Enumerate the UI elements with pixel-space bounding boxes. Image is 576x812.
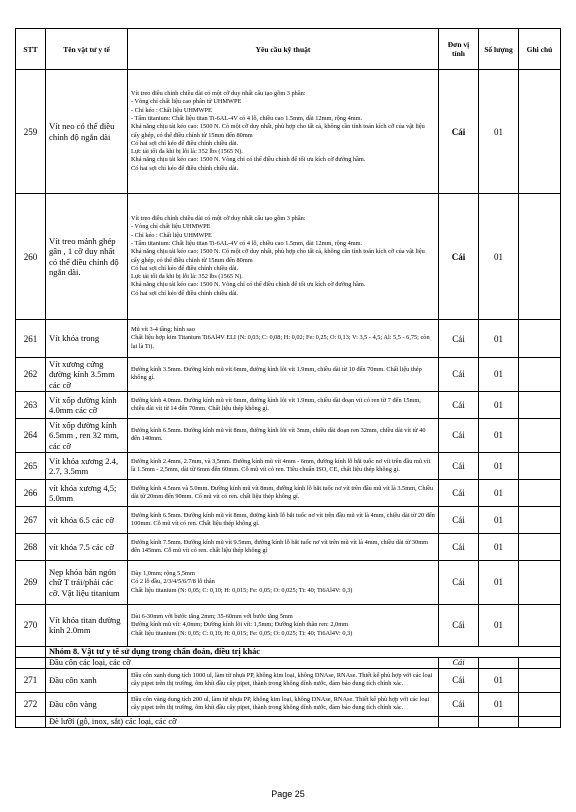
row-name: Vít neo có thể điều chỉnh độ ngắn dài [46,70,128,194]
col-note: Ghi chú [519,29,561,70]
row-note [519,479,561,506]
row-quantity: 01 [479,692,519,716]
row-requirements: Vít treo điều chỉnh chiều dài có một cỡ duy nhất cấu tạo gồm 3 phần: - Vòng chỉ chất liệu cao phân tử UHMWPE - Chỉ kéo : Chất liệu UHMWPE - Tấm titanium: Chất liệu titan Ti-6AL-4V có 4 lỗ, chiều cao 1.5mm, dài 12mm, rộng 4mm. Khả năng chịu tải kéo cao: 1500 N. Có một cỡ duy nhất, phù hợp cho tất cả, không cần tính toán kích cỡ của vật liệu cấy ghép, có thể điều chỉnh từ 15mm đến 80mm Có hai sợi chỉ kéo để điều chỉnh chiều dài. Lực tải tối đa khi bị lỗi là: 352 lbs (1565 N). Khả năng chịu tải kéo cao: 1500 N. Vòng chỉ có thể điều chỉnh để tối ưu kích cỡ đường hầm. Có hai sợi chỉ kéo để điều chỉnh chiều dài. [128,70,439,194]
row-quantity: 01 [479,506,519,533]
table-row [16,418,561,452]
row-unit: Cái [439,692,479,716]
row-unit: Cái [439,604,479,646]
row-note [519,668,561,692]
row-requirements: Đầu côn vàng dung tích 200 ul, làm từ nhựa PP, không kim loại, không DNAse, RNAse. Thiết kế phù hợp với các loại cây pipet trên thị trường, ôm khít đầu cây pipet, thành trong không dính nước, đảm bảo dung tích chính xác. [128,692,439,716]
row-stt: 267 [16,506,46,533]
row-name: vít khóa 6.5 các cỡ [46,506,128,533]
row-requirements: Đầu côn xanh dung tích 1000 ul, làm từ nhựa PP, không kim loại, không DNAse, RNAse. Thiết kế phù hợp với các loại cây pipet trên thị trường, ôm khít đầu cây pipet, thành trong không dính nước, đảm bảo dung tích chính xác. [128,668,439,692]
row-requirements: Đường kính 4.0mm. Đường kính mũ vít 6mm, đường kính lõi vít 1.9mm, chiều dài đoạn vít có ren từ 7 đến 15mm, chiều dài vít từ 14 đến 70mm. Chất liệu thép không gỉ. [128,391,439,418]
row-quantity: 01 [479,604,519,646]
row-stt: 264 [16,418,46,452]
row-unit: Cái [439,70,479,194]
row-note [519,391,561,418]
row-name: vít khóa xương 4,5; 5.0mm [46,479,128,506]
row-quantity: 01 [479,418,519,452]
table-row [16,358,561,392]
row-requirements: Đường kính 2.4mm, 2.7mm, và 3,5mm. Đường kính mũ vít 4mm - 6mm, đường kính lỗ bắt tuốc nơ vít trên đầu mũ vít là 1.5mm - 2,5mm, dài từ 6mm đến 60mm. Cỗ mũ vít có ren. Tiêu chuẩn ISO, CE, chất liệu thép không gỉ. [128,452,439,479]
table-row [16,452,561,479]
subgroup2-label: Đè lưỡi (gỗ, inox, sắt) các loại, các cỡ [46,716,439,727]
col-stt: STT [16,29,46,70]
row-quantity: 01 [479,320,519,358]
row-name: Đầu côn xanh [46,668,128,692]
row-unit: Cái [439,533,479,560]
row-note [519,320,561,358]
row-stt: 269 [16,560,46,604]
row-unit: Cái [439,391,479,418]
row-unit: Cái [439,418,479,452]
row-stt: 260 [16,194,46,320]
subgroup-row [16,657,561,668]
row-unit: Cái [439,452,479,479]
row-requirements: Dài 6-30mm với bước tăng 2mm; 35-60mm với bước tăng 5mm Đường kính mũ vít: 4,0mm; Đường kính lõi vít: 1,5mm; Đường kính thân ren: 2,0mm Chất liệu titanium (N: 0,05; C: 0,10; H: 0,015; Fe: 0,05; O: 0,025; Ti: 40; Ti6Al4V: 0,3) [128,604,439,646]
row-quantity: 01 [479,358,519,392]
row-unit: Cái [439,479,479,506]
row-name: Vít khóa titan đường kính 2.0mm [46,604,128,646]
row-name: Vít khóa trong [46,320,128,358]
row-name: Vít xốp đường kính 6.5mm , ren 32 mm, các cỡ [46,418,128,452]
row-stt: 265 [16,452,46,479]
row-name: Vít treo mảnh ghép gân , 1 cỡ duy nhất có thể điều chỉnh độ ngắn dài. [46,194,128,320]
table-row [16,668,561,692]
row-requirements: Dày 1,0mm; rộng 5,5mm Có 2 lỗ đầu, 2/3/4/5/6/7/8 lỗ thân Chất liệu titanium (N: 0,05; C: 0,10; H: 0,015; Fe: 0,05; O: 0,025; Ti: 40; Ti6Al4V: 0,3) [128,560,439,604]
group-label: Nhóm 8. Vật tư y tế sử dụng trong chẩn đoán, điều trị khác [46,646,561,657]
row-stt: 271 [16,668,46,692]
col-name: Tên vật tư y tế [46,29,128,70]
table-row [16,391,561,418]
table-header-row [16,29,561,70]
row-requirements: Đường kính 7.5mm. Đường kính mũ vít 9.5mm, đường kính lỗ bắt tuốc nơ vít trên mũ vít là 4mm, chiều dài từ 30mm đến 145mm. Cỗ mũ vít có ren. chất liệu thép không gỉ [128,533,439,560]
row-quantity: 01 [479,70,519,194]
row-name: Vít khóa xương 2.4, 2.7, 3.5mm [46,452,128,479]
row-quantity: 01 [479,391,519,418]
row-unit: Cái [439,668,479,692]
table-row [16,604,561,646]
row-unit: Cái [439,506,479,533]
col-quantity: Số lượng [479,29,519,70]
row-name: vít khóa 7.5 các cỡ [46,533,128,560]
row-quantity: 01 [479,194,519,320]
row-note [519,560,561,604]
row-requirements: Đường kính 6.5mm. Đường kính mũ vít 8mm, đường kính lõi vít 3mm, chiều dài đoạn ren 32mm, chiều dài vít từ 40 đến 140mm. [128,418,439,452]
table-row [16,506,561,533]
col-requirements: Yêu cầu kỹ thuật [128,29,439,70]
row-note [519,194,561,320]
row-quantity: 01 [479,560,519,604]
row-note [519,692,561,716]
row-quantity: 01 [479,452,519,479]
row-requirements: Đường kính 3.5mm. Đường kính mũ vít 6mm, đường kính lõi vít 1.9mm, chiều dài từ 10 đến 70mm. Chất liệu thép không gỉ. [128,358,439,392]
row-stt: 268 [16,533,46,560]
row-quantity: 01 [479,668,519,692]
row-requirements: Mũ vít 3-4 tầng; hình sao Chất liệu hợp kim Titanium Ti6Al4V ELI (N: 0,03; C: 0,08; H: 0,02; Fe: 0,25; O: 0,13; V: 3,5 - 4,5; Al: 5,5 - 6,75; còn lại là Ti). [128,320,439,358]
page-footer: Page 25 [271,789,305,799]
subgroup-unit: Cái [439,657,479,668]
row-stt: 266 [16,479,46,506]
row-note [519,604,561,646]
row-requirements: Đường kính 4.5mm và 5.0mm. Đường kính mũ vít 8mm, đường kính lỗ bắt tuốc nơ vít trên đầu mũ vít là 3.5mm, Chiều dài từ 20mm đến 90mm. Cổ mũ vít có ren. chất liệu thép không gỉ. [128,479,439,506]
table-row [16,560,561,604]
table-row [16,479,561,506]
row-note [519,452,561,479]
table-row [16,194,561,320]
table-row [16,70,561,194]
row-unit: Cái [439,560,479,604]
row-stt: 272 [16,692,46,716]
row-name: Vít xương cứng đường kính 3.5mm các cỡ [46,358,128,392]
row-stt: 259 [16,70,46,194]
row-stt: 261 [16,320,46,358]
table-row [16,533,561,560]
row-requirements: Đường kính 6.5mm. Đường kính mũ vít 8mm, đường kính lỗ bắt tuốc nơ vít trên đầu mũ vít là 4mm, chiều dài từ 20 đến 100mm. Cỗ mũ vít có ren. Chất liệu thép không gỉ. [128,506,439,533]
subgroup-label: Đầu côn các loại, các cỡ [46,657,439,668]
row-note [519,506,561,533]
row-note [519,418,561,452]
subgroup-row-2 [16,716,561,727]
row-name: Đầu côn vàng [46,692,128,716]
row-requirements: Vít treo điều chỉnh chiều dài có một cỡ duy nhất cấu tạo gồm 3 phần: - Vòng chỉ chất liệu UHMWPE - Chỉ kéo : Chất liệu UHMWPE - Tấm titanium: Chất liệu titan Ti-6AL-4V có 4 lỗ, chiều cao 1.5mm, dài 12mm, rộng 4mm. Khả năng chịu tải kéo cao: 1500 N. Có một cỡ duy nhất, phù hợp cho tất cả, không cần tính toán kích cỡ của vật liệu cấy ghép, có thể điều chỉnh từ 15mm đến 80mm Có hai sợi chỉ kéo để điều chỉnh chiều dài. Lực tải tối đa khi bị lỗi là: 352 lbs (1565 N). Khả năng chịu tải kéo cao: 1500 N. Vòng chỉ có thể điều chỉnh để tối ưu kích cỡ đường hầm. Có hai sợi chỉ kéo để điều chỉnh chiều dài. [128,194,439,320]
row-note [519,70,561,194]
group-row [16,646,561,657]
row-quantity: 01 [479,479,519,506]
row-note [519,533,561,560]
row-unit: Cái [439,194,479,320]
row-stt: 263 [16,391,46,418]
table-row [16,320,561,358]
col-unit: Đơn vị tính [439,29,479,70]
table-row [16,692,561,716]
row-unit: Cái [439,358,479,392]
row-name: Vít xốp đường kính 4.0mm các cỡ [46,391,128,418]
row-unit: Cái [439,320,479,358]
row-note [519,358,561,392]
spec-table [15,28,561,728]
row-stt: 270 [16,604,46,646]
row-stt: 262 [16,358,46,392]
row-name: Nẹp khóa bản ngón chữ T trái/phải các cỡ. Vật liệu titanium [46,560,128,604]
row-quantity: 01 [479,533,519,560]
